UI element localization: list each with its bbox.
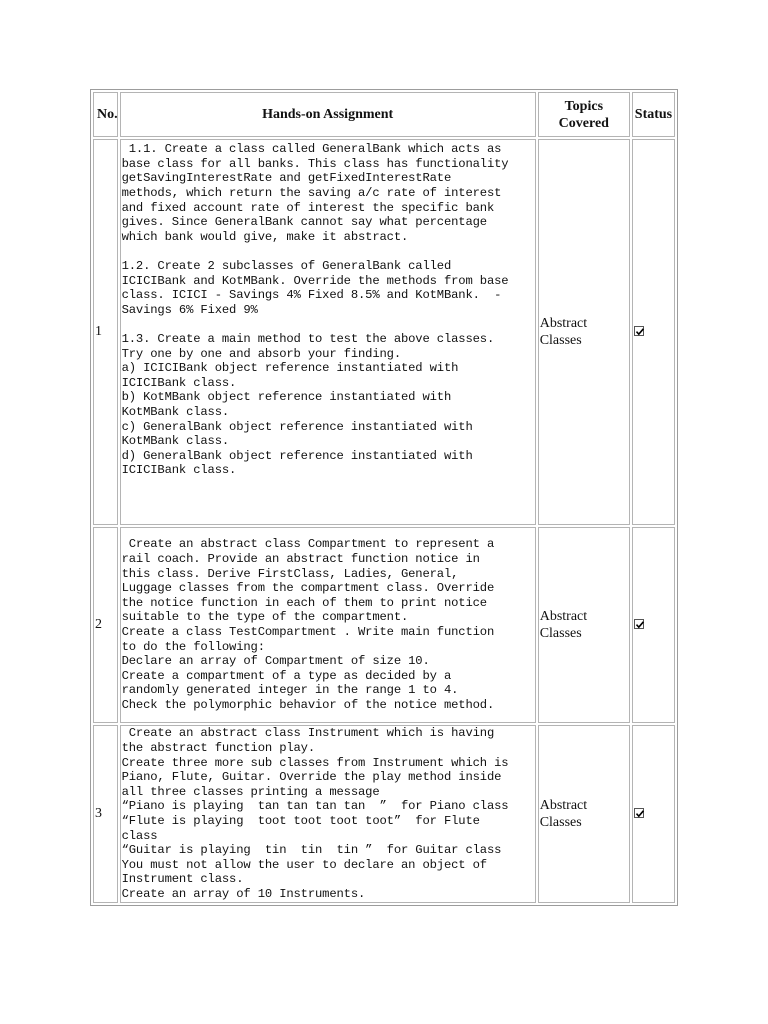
- table-row: [93, 527, 675, 723]
- table-row: [93, 725, 675, 903]
- assignment-description: [120, 527, 536, 723]
- assignment-text: Create an abstract class Instrument which is having the abstract function play. Create three more sub classes from Instrument which is Piano, Flute, Guitar. Override the play method inside all three classes printing a message “Piano is playing tan tan tan tan ” for Piano class “Flute is playing toot toot toot toot” for Flute class “Guitar is playing tin tin tin ” for Guitar class You must not allow the user to declare an object of Instrument class. Create an array of 10 Instruments.: [121, 726, 509, 901]
- assignment-description: [120, 139, 536, 525]
- checkmark-icon: [635, 327, 645, 337]
- row-number: 3: [93, 725, 118, 903]
- status-checkbox[interactable]: [634, 808, 644, 818]
- assignment-text: 1.1. Create a class called GeneralBank which acts as base class for all banks. This class has functionality getSavingInterestRate and getFixedInterestRate methods, which return the saving a/c rate of interest and fixed account rate of interest the specific bank gives. Since GeneralBank cannot say what percentage which bank would give, make it abstract. 1.2. Create 2 subclasses of GeneralBank called ICICIBank and KotMBank. Override the methods from base class. ICICI - Savings 4% Fixed 8.5% and KotMBank. - Savings 6% Fixed 9% 1.3. Create a main method to test the above classes. Try one by one and absorb your finding. a) ICICIBank object reference instantiated with ICICIBank class. b) KotMBank object reference instantiated with KotMBank class. c) GeneralBank object reference instantiated with KotMBank class. d) GeneralBank object reference instantiated with ICICIBank class.: [121, 142, 509, 478]
- header-assignment: Hands-on Assignment: [120, 92, 536, 137]
- row-number: 2: [93, 527, 118, 723]
- topic-cell: Abstract Classes: [538, 527, 630, 723]
- status-checkbox[interactable]: [634, 619, 644, 629]
- assignment-table: [90, 89, 678, 906]
- topic-cell: Abstract Classes: [538, 139, 630, 525]
- header-row: [93, 92, 675, 137]
- header-no: No.: [93, 92, 118, 137]
- header-topics: Topics Covered: [538, 92, 630, 137]
- checkmark-icon: [635, 620, 645, 630]
- topic-cell: Abstract Classes: [538, 725, 630, 903]
- assignment-description: [120, 725, 536, 903]
- assignment-text: Create an abstract class Compartment to represent a rail coach. Provide an abstract function notice in this class. Derive FirstClass, Ladies, General, Luggage classes from the compartment class. Override the notice function in each of them to print notice suitable to the type of the compartment. Create a class TestCompartment . Write main function to do the following: Declare an array of Compartment of size 10. Create a compartment of a type as decided by a randomly generated integer in the range 1 to 4. Check the polymorphic behavior of the notice method.: [121, 537, 495, 712]
- status-checkbox[interactable]: [634, 326, 644, 336]
- row-number: 1: [93, 139, 118, 525]
- header-status: Status: [632, 92, 675, 137]
- status-cell: [632, 725, 675, 903]
- table-row: [93, 139, 675, 525]
- checkmark-icon: [635, 809, 645, 819]
- status-cell: [632, 527, 675, 723]
- status-cell: [632, 139, 675, 525]
